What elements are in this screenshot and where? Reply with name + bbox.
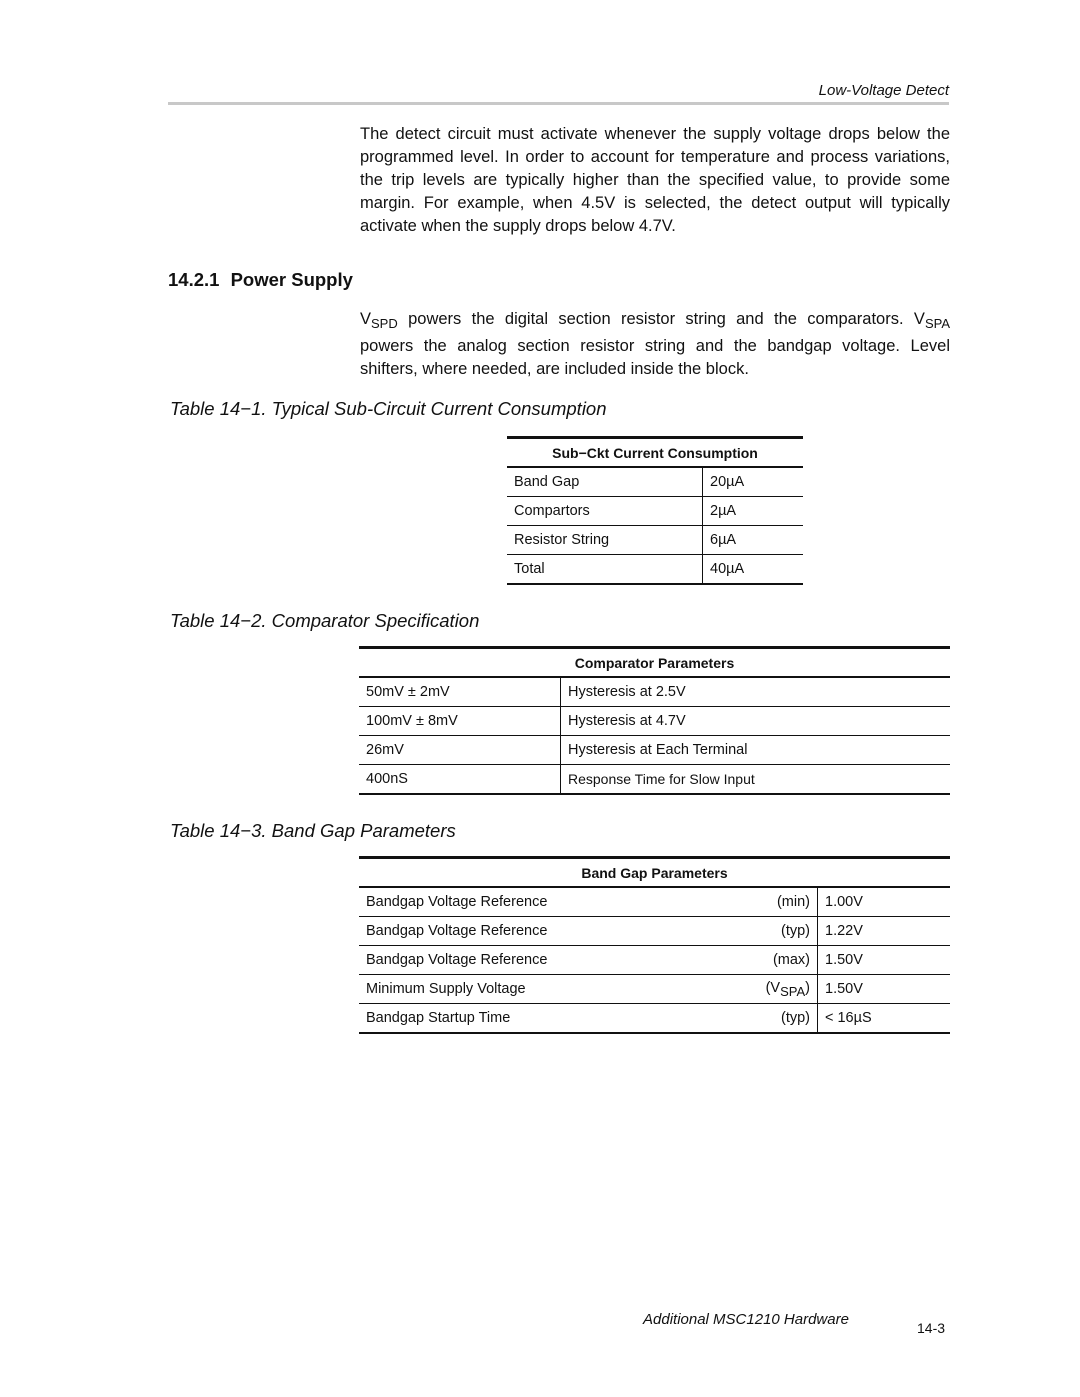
vspd-subscript: SPD (371, 316, 398, 331)
vspa-symbol: V (913, 310, 925, 328)
table3-cond-cell: (typ) (753, 917, 818, 946)
table1-value-cell: 2µA (703, 497, 804, 526)
running-header: Low-Voltage Detect (818, 82, 949, 99)
table-row (507, 497, 803, 526)
table2-value-cell: 100mV ± 8mV (359, 707, 561, 736)
vspd-symbol: V (360, 310, 372, 328)
table-row (359, 677, 950, 707)
intro-paragraph (360, 123, 950, 238)
table-row (359, 887, 950, 917)
table-row (507, 467, 803, 497)
table3-param-cell: Bandgap Voltage Reference (359, 887, 753, 917)
table3-value-cell: 1.22V (818, 917, 951, 946)
power-supply-text-mid: powers the digital section resistor string and the comparators. (397, 310, 914, 328)
table2-caption: Table 14−2. Comparator Specification (170, 610, 480, 631)
table2-value-cell: 50mV ± 2mV (359, 677, 561, 707)
table2-header: Comparator Parameters (359, 648, 950, 678)
table3-param-cell: Minimum Supply Voltage (359, 975, 753, 1004)
table3-value-cell: 1.50V (818, 946, 951, 975)
table1-name-cell: Compartors (507, 497, 703, 526)
table2-desc-cell: Response Time for Slow Input (561, 765, 951, 795)
page-number: 14-3 (917, 1320, 946, 1336)
table-band-gap (359, 856, 950, 1034)
table3-param-cell: Bandgap Voltage Reference (359, 946, 753, 975)
section-title: Power Supply (230, 269, 353, 290)
table-comparator-spec (359, 646, 950, 795)
power-supply-text-end: powers the analog section resistor string and the bandgap voltage. Level shifters, where needed, are included inside the block. (360, 337, 950, 378)
table-row (359, 917, 950, 946)
power-supply-text (360, 308, 950, 381)
table2-value-cell: 400nS (359, 765, 561, 795)
table1-name-cell: Band Gap (507, 467, 703, 497)
table2-value-cell: 26mV (359, 736, 561, 765)
table3-value-cell: < 16µS (818, 1004, 951, 1034)
table3-header: Band Gap Parameters (359, 858, 950, 888)
table3-param-cell: Bandgap Voltage Reference (359, 917, 753, 946)
table3-param-cell: Bandgap Startup Time (359, 1004, 753, 1034)
table1-name-cell: Total (507, 555, 703, 585)
cond-open: (V (765, 979, 781, 996)
table1-value-cell: 40µA (703, 555, 804, 585)
table-row (507, 526, 803, 555)
table-row (359, 707, 950, 736)
table-row (359, 975, 950, 1004)
table-row (359, 765, 950, 795)
table3-cond-cell (753, 975, 818, 1004)
table1-name-cell: Resistor String (507, 526, 703, 555)
table2-desc-cell: Hysteresis at Each Terminal (561, 736, 951, 765)
table3-cond-cell: (typ) (753, 1004, 818, 1034)
intro-text: The detect circuit must activate whenever the supply voltage drops below the programmed level. In order to account for temperature and process variations, the trip levels are typically higher than the specified value, to provide some margin. For example, when 4.5V is selected, the detect output will typically activate when the supply drops below 4.7V. (360, 125, 950, 235)
table3-caption: Table 14−3. Band Gap Parameters (170, 820, 456, 841)
table-current-consumption (507, 436, 803, 585)
table3-cond-cell: (min) (753, 887, 818, 917)
header-rule (168, 102, 949, 105)
section-heading (168, 269, 353, 291)
table1-value-cell: 6µA (703, 526, 804, 555)
table2-desc-cell: Hysteresis at 4.7V (561, 707, 951, 736)
table-row (507, 555, 803, 585)
table1-caption: Table 14−1. Typical Sub-Circuit Current Consumption (170, 398, 607, 419)
vspa-subscript: SPA (924, 316, 950, 331)
table-row (359, 1004, 950, 1034)
table1-header: Sub−Ckt Current Consumption (507, 438, 803, 468)
table1-value-cell: 20µA (703, 467, 804, 497)
table3-value-cell: 1.50V (818, 975, 951, 1004)
cond-subscript: SPA (780, 983, 806, 999)
table-row (359, 946, 950, 975)
cond-close: ) (805, 979, 810, 996)
footer-title: Additional MSC1210 Hardware (643, 1311, 849, 1328)
table3-value-cell: 1.00V (818, 887, 951, 917)
power-supply-paragraph (360, 308, 950, 381)
table3-cond-cell: (max) (753, 946, 818, 975)
table-row (359, 736, 950, 765)
table2-desc-cell: Hysteresis at 2.5V (561, 677, 951, 707)
section-number: 14.2.1 (168, 269, 220, 290)
